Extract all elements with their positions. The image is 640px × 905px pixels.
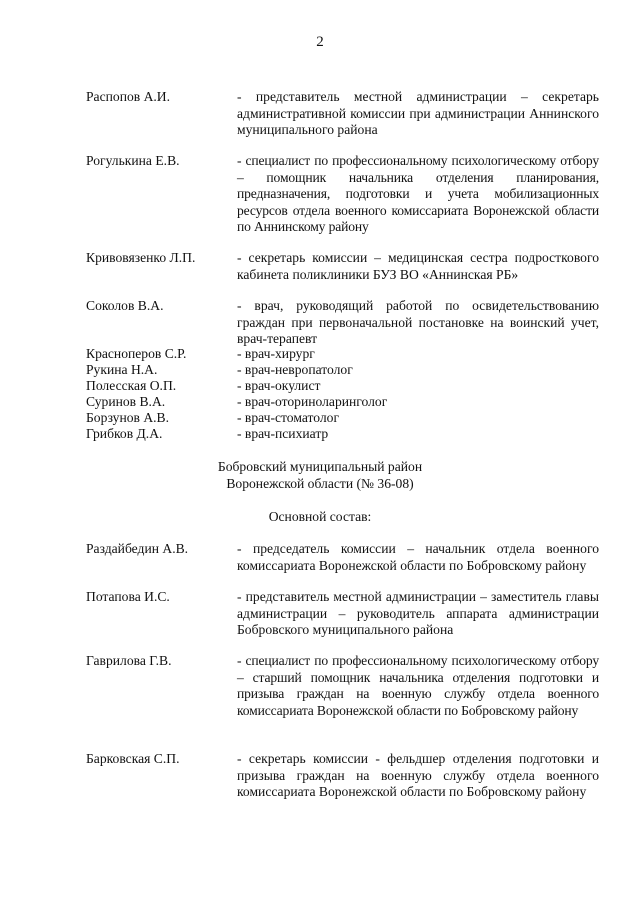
- member-name: Раздайбедин А.В.: [86, 541, 189, 556]
- member-role: - специалист по профессиональному психологическому отбору – старший помощник начальника отделения подготовки и призыва граждан на военную службу отдела военного комиссариата Воронежской области по Бобровскому району: [237, 653, 599, 718]
- member-role: - председатель комиссии – начальник отдела военного комиссариата Воронежской области по Бобровскому району: [237, 541, 599, 573]
- member-name: Барковская С.П.: [86, 751, 180, 766]
- member-name: Потапова И.С.: [86, 589, 170, 604]
- member-name: Полесская О.П.: [86, 378, 177, 393]
- member-name: Суринов В.А.: [86, 394, 166, 409]
- page-number: 2: [316, 34, 324, 50]
- member-name: Гаврилова Г.В.: [86, 653, 172, 668]
- member-role: - врач-психиатр: [237, 426, 329, 441]
- member-role: - специалист по профессиональному психологическому отбору – помощник начальника отделения планирования, предназначения, подготовки и учета мобилизационных ресурсов отдела военного комиссариата Воронежской области по Аннинскому району: [237, 153, 599, 234]
- member-name: Соколов В.А.: [86, 298, 164, 313]
- member-name: Грибков Д.А.: [86, 426, 163, 441]
- member-role: - секретарь комиссии – медицинская сестра подросткового кабинета поликлиники БУЗ ВО «Аннинская РБ»: [237, 250, 599, 282]
- section-subtitle: Основной состав:: [268, 509, 372, 524]
- member-role: - врач, руководящий работой по освидетельствованию граждан при первоначальной постановке на воинский учет, врач-терапевт: [237, 298, 599, 346]
- member-name: Рукина Н.А.: [86, 362, 158, 377]
- member-role: - врач-невропатолог: [237, 362, 353, 377]
- member-name: Рогулькина Е.В.: [86, 153, 180, 168]
- member-role: - представитель местной администрации – заместитель главы администрации – руководитель аппарата администрации Бобровского муниципального района: [237, 589, 599, 637]
- member-name: Распопов А.И.: [86, 89, 171, 104]
- member-role: - врач-окулист: [237, 378, 321, 393]
- member-role: - врач-хирург: [237, 346, 315, 361]
- district-title-line1: Бобровский муниципальный район: [217, 459, 423, 474]
- member-name: Борзунов А.В.: [86, 410, 170, 425]
- district-title-line2: Воронежской области (№ 36-08): [226, 476, 414, 491]
- member-name: Кривовязенко Л.П.: [86, 250, 196, 265]
- member-name: Красноперов С.Р.: [86, 346, 187, 361]
- member-role: - врач-оториноларинголог: [237, 394, 388, 409]
- member-role: - врач-стоматолог: [237, 410, 340, 425]
- member-role: - представитель местной администрации – секретарь административной комиссии при администрации Аннинского муниципального района: [237, 89, 599, 137]
- member-role: - секретарь комиссии - фельдшер отделения подготовки и призыва граждан на военную службу отдела военного комиссариата Воронежской области по Бобровскому району: [237, 751, 599, 799]
